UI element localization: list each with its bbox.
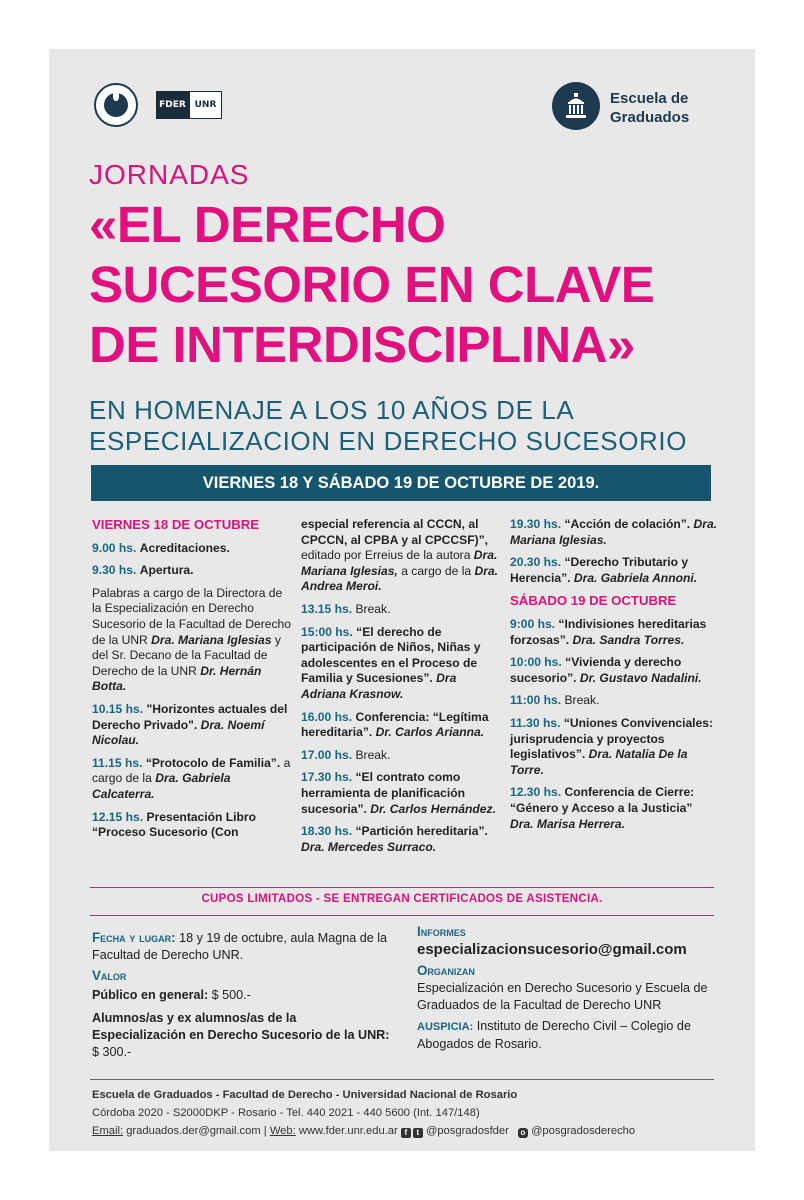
- informes-label: Informes: [417, 924, 466, 939]
- schedule-item: 15:00 hs. “El derecho de participación de Niños, Niñas y adolescentes en el Proceso de Familia y Sucesiones”. Dra Adriana Krasnow.: [301, 624, 481, 701]
- schedule-item: 11:00 hs. Break.: [510, 693, 600, 708]
- unr-label: UNR: [189, 91, 222, 119]
- schedule-item: 10:00 hs. “Vivienda y derecho sucesorio”. Dr. Gustavo Nadalini.: [510, 655, 702, 685]
- program-column-2: [301, 517, 504, 862]
- footer-divider: [90, 1079, 714, 1080]
- unr-seal-logo: [94, 83, 138, 127]
- escuela-graduados-icon: [552, 82, 600, 130]
- schedule-item: 13.15 hs. Break.: [301, 601, 391, 616]
- social-handle-2[interactable]: @posgradosderecho: [531, 1125, 636, 1137]
- contact-email[interactable]: especializacionsucesorio@gmail.com: [417, 941, 687, 958]
- schedule-item: 12.30 hs. Conferencia de Cierre: “Género y Acceso a la Justicia” Dra. Marisa Herrera.: [510, 785, 695, 831]
- schedule-item: Palabras a cargo de la Directora de la Especialización en Derecho Sucesorio de la Facultad de Derecho de la UNR Dra. Mariana Iglesias y del Sr. Decano de la Facultad de Derecho de la UNR Dr. Hernán Botta.: [92, 585, 291, 694]
- day-heading-saturday: SÁBADO 19 DE OCTUBRE: [510, 593, 677, 609]
- schedule-item: 20.30 hs. “Derecho Tributario y Herencia”. Dra. Gabriela Annoni.: [510, 555, 698, 585]
- fecha-lugar: Fecha y lugar: 18 y 19 de octubre, aula Magna de la Facultad de Derecho UNR.: [92, 930, 388, 962]
- schedule-item: 9:00 hs. “Indivisiones hereditarias forzosas”. Dra. Sandra Torres.: [510, 616, 707, 647]
- price-alumnos: Alumnos/as y ex alumnos/as de la Especialización en Derecho Sucesorio de la UNR: $ 300.-: [92, 1011, 390, 1059]
- main-title: «EL DERECHO SUCESORIO EN CLAVE DE INTERDISCIPLINA»: [89, 196, 655, 373]
- info-left: [92, 929, 392, 1061]
- schedule-item: 11.15 hs. “Protocolo de Familia”. a cargo de la Dra. Gabriela Calcaterra.: [92, 755, 291, 801]
- subtitle: EN HOMENAJE A LOS 10 AÑOS DE LA ESPECIALIZACION EN DERECHO SUCESORIO: [89, 395, 688, 456]
- divider: [90, 915, 714, 916]
- poster: [49, 49, 755, 1151]
- schedule-item: 12.15 hs. Presentación Libro “Proceso Sucesorio (Con: [92, 809, 257, 840]
- schedule-item: 19.30 hs. “Acción de colación”. Dra. Mariana Iglesias.: [510, 517, 718, 547]
- cupos-notice: CUPOS LIMITADOS - SE ENTREGAN CERTIFICADOS DE ASISTENCIA.: [201, 893, 603, 905]
- schedule-item: 17.00 hs. Break.: [301, 747, 391, 762]
- auspicia: AUSPICIA: Instituto de Derecho Civil – Colegio de Abogados de Rosario.: [417, 1019, 691, 1051]
- divider: [90, 887, 714, 888]
- footer-web-link[interactable]: www.fder.unr.edu.ar: [298, 1125, 398, 1137]
- facebook-icon[interactable]: f: [401, 1128, 411, 1138]
- organizan-label: Organizan: [417, 963, 475, 978]
- twitter-icon[interactable]: t: [413, 1128, 423, 1138]
- schedule-item: 18.30 hs. “Partición hereditaria”. Dra. Mercedes Surraco.: [301, 824, 488, 854]
- day-heading-friday: VIERNES 18 DE OCTUBRE: [92, 517, 260, 532]
- schedule-item: 16.00 hs. Conferencia: “Legítima hereditaria”. Dr. Carlos Arianna.: [301, 709, 489, 740]
- date-banner: VIERNES 18 Y SÁBADO 19 DE OCTUBRE DE 2019.: [91, 465, 711, 501]
- price-public: Público en general: $ 500.-: [92, 988, 251, 1002]
- program-column-1: [92, 517, 295, 848]
- schedule-item: 17.30 hs. “El contrato como herramienta de planificación sucesoria”. Dr. Carlos Hernández.: [301, 770, 496, 816]
- schedule-item: 9.30 hs. Apertura.: [92, 563, 194, 578]
- schedule-item: 10.15 hs. "Horizontes actuales del Derecho Privado". Dra. Noemí Nicolau.: [92, 701, 288, 748]
- schedule-item: 9.00 hs. Acreditaciones.: [92, 540, 230, 555]
- jornadas-label: JORNADAS: [89, 159, 250, 190]
- escuela-graduados-text: Escuela de Graduados: [610, 90, 690, 126]
- footer: Escuela de Graduados - Facultad de Derecho - Universidad Nacional de Rosario Córdoba 2020 - S2000DKP - Rosario - Tel. 440 2021 - 440 5600 (Int. 147/148) Email: graduados.der@gmail.com | Web: www.fder.unr.edu.ar f t @posgradosfder o @posgradosderecho: [92, 1089, 636, 1137]
- program-column-3: [510, 517, 718, 839]
- fder-unr-logo: [156, 91, 222, 119]
- organizan-text: Especialización en Derecho Sucesorio y Escuela de Graduados de la Facultad de Derecho UNR: [417, 981, 708, 1012]
- footer-email[interactable]: graduados.der@gmail.com: [126, 1125, 261, 1137]
- social-handle-1[interactable]: @posgradosfder: [425, 1125, 509, 1137]
- valor-label: Valor: [92, 968, 127, 983]
- schedule-item: especial referencia al CCCN, al CPCCN, al CPBA y al CPCCSF)”, editado por Erreius de la autora Dra. Mariana Iglesias, a cargo de la Dra. Andrea Meroi.: [301, 517, 499, 594]
- fder-label: FDER: [156, 91, 189, 119]
- info-right: [417, 923, 717, 1053]
- instagram-icon[interactable]: o: [518, 1128, 528, 1138]
- schedule-item: 11.30 hs. “Uniones Convivenciales: jurisprudencia y proyectos legislativos”. Dra. Natalia De la Torre.: [510, 715, 714, 777]
